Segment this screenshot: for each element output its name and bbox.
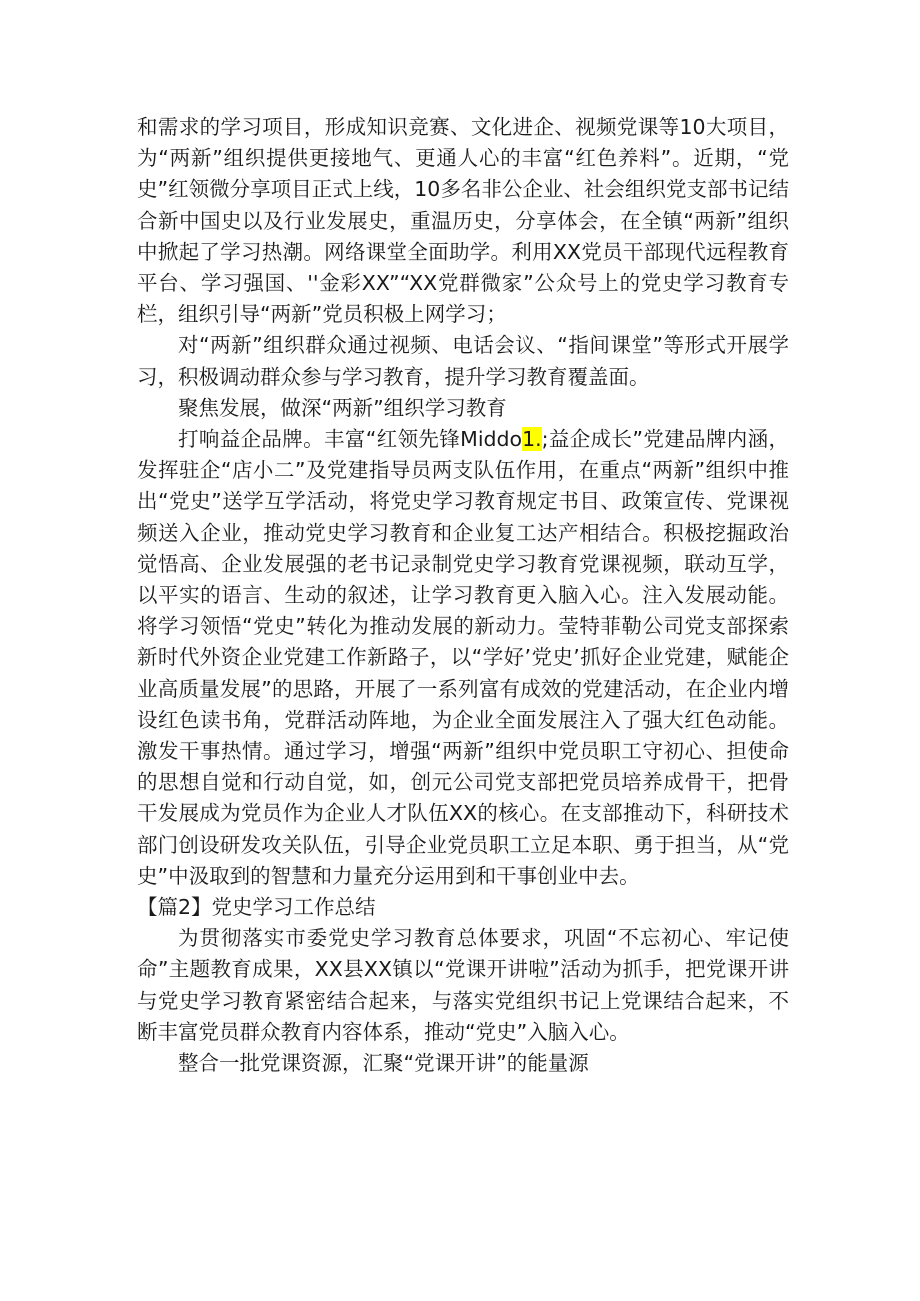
paragraph-4-rest: ;益企成长”党建品牌内涵，发挥驻企“店小二”及党建指导员两支队伍作用，在重点“两新”组织中推出“党史”送学互学活动，将党史学习教育规定书目、政策宣传、党课视频送入企业，推动党史学习教育和企业复工达产相结合。积极挖掘政治觉悟高、企业发展强的老书记录制党史学习教育党课视频，联动互学，以平实的语言、生动的叙述，让学习教育更入脑入心。注入发展动能。将学习领悟“党史”转化为推动发展的新动力。莹特菲勒公司党支部探索新时代外资企业党建工作新路子，以“学好’党史’抓好企业党建，赋能企业高质量发展”的思路，开展了一系列富有成效的党建活动，在企业内增设红色读书角，党群活动阵地，为企业全面发展注入了强大红色动能。激发干事热情。通过学习，增强“两新”组织中党员职工守初心、担使命的思想自觉和行动自觉，如，创元公司党支部把党员培养成骨干，把骨干发展成为党员作为企业人才队伍XX的核心。在支部推动下，科研技术部门创设研发攻关队伍，引导企业党员职工立足本职、勇于担当，从“党史”中汲取到的智慧和力量充分运用到和干事创业中去。 xyxy=(137,427,789,888)
paragraph-4-start: 打响益企品牌。丰富“红领先锋Middo xyxy=(178,427,523,452)
paragraph-1: 和需求的学习项目，形成知识竞赛、文化进企、视频党课等10大项目，为“两新”组织提供更接地气、更通人心的丰富“红色养料”。近期，“党史”红领微分享项目正式上线，10多名非公企业、社会组织党支部书记结合新中国史以及行业发展史，重温历史，分享体会，在全镇“两新”组织中掀起了学习热潮。网络课堂全面助学。利用XX党员干部现代远程教育平台、学习强国、''金彩XX”“XX党群微家”公众号上的党史学习教育专栏，组织引导“两新”党员积极上网学习； xyxy=(137,115,789,327)
section-subheading-development: 聚焦发展，做深“两新”组织学习教育 xyxy=(178,395,507,420)
paragraph-4 xyxy=(137,424,789,892)
document-body xyxy=(137,112,789,1079)
paragraph-2: 对“两新”组织群众通过视频、电话会议、“指间课堂”等形式开展学习，积极调动群众参与学习教育，提升学习教育覆盖面。 xyxy=(137,333,789,389)
section-subheading-resources: 整合一批党课资源，汇聚“党课开讲”的能量源 xyxy=(178,1051,589,1076)
section-heading-part-2: 【篇2】党史学习工作总结 xyxy=(137,895,376,920)
highlighted-text: 1. xyxy=(522,427,542,452)
paragraph-6: 为贯彻落实市委党史学习教育总体要求，巩固“不忘初心、牢记使命”主题教育成果，XX县XX镇以“党课开讲啦”活动为抓手，把党课开讲与党史学习教育紧密结合起来，与落实党组织书记上党课结合起来，不断丰富党员群众教育内容体系，推动“党史”入脑入心。 xyxy=(137,926,789,1044)
